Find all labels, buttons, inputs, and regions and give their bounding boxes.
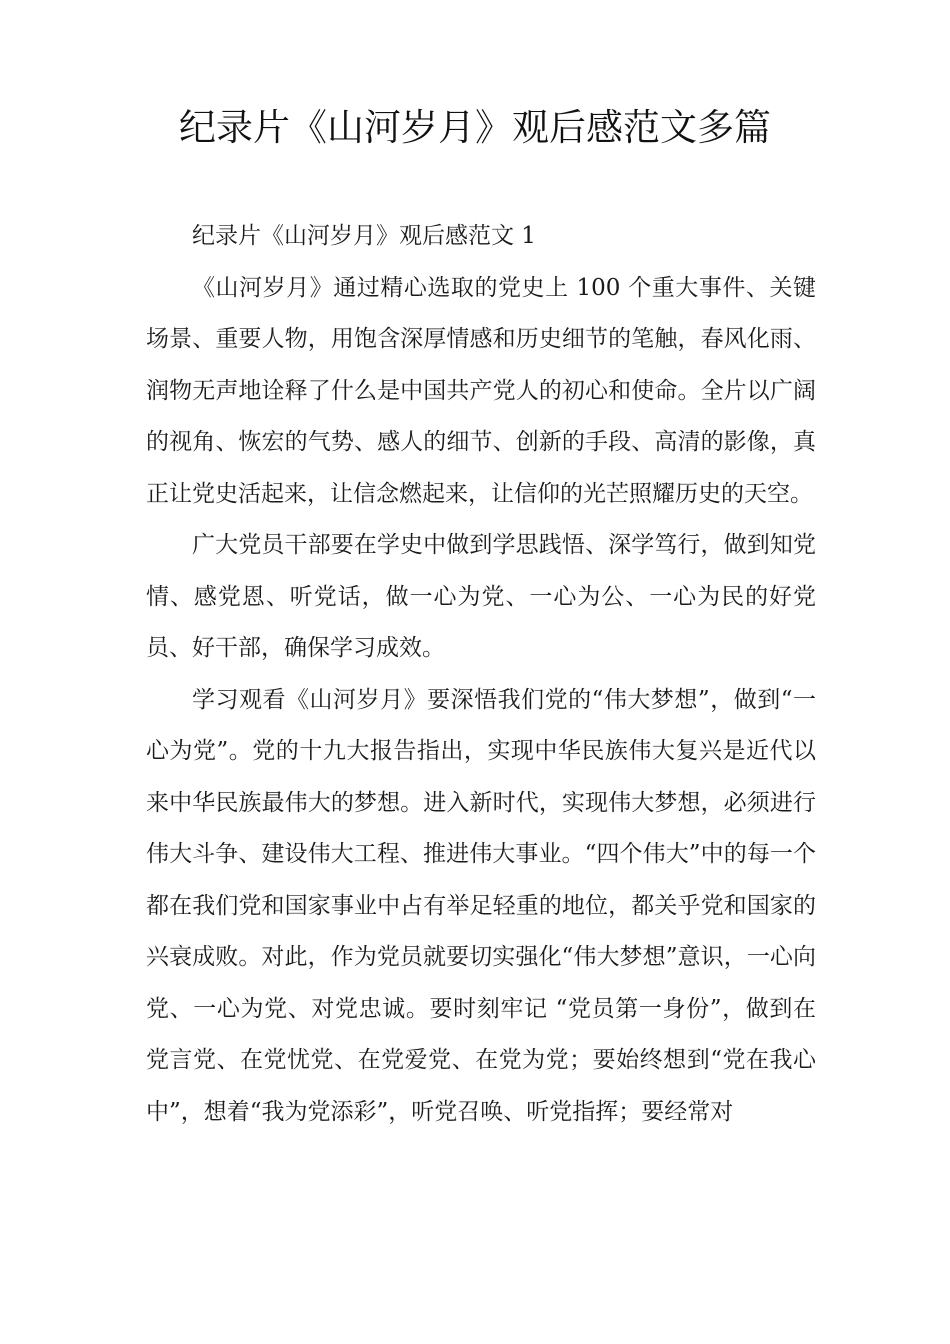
document-title: 纪录片《山河岁月》观后感范文多篇 xyxy=(179,106,771,149)
paragraph-1: 《山河岁月》通过精心选取的党史上 100 个重大事件、关键场景、重要人物，用饱含深厚情感和历史细节的笔触，春风化雨、润物无声地诠释了什么是中国共产党人的初心和使命。全片以广阔的视角、恢宏的气势、感人的细节、创新的手段、高清的影像，真正让党史活起来，让信念燃起来，让信仰的光芒照耀历史的天空。 xyxy=(146,274,816,507)
paragraph-2: 广大党员干部要在学史中做到学思践悟、深学笃行，做到知党情、感党恩、听党话，做一心为党、一心为公、一心为民的好党员、好干部，确保学习成效。 xyxy=(146,532,816,661)
section-heading: 纪录片《山河岁月》观后感范文 1 xyxy=(192,223,536,249)
document-body xyxy=(146,211,816,1138)
paragraph-3: 学习观看《山河岁月》要深悟我们党的“伟大梦想”，做到“一心为党”。党的十九大报告指出，实现中华民族伟大复兴是近代以来中华民族最伟大的梦想。进入新时代，实现伟大梦想，必须进行伟大斗争、建设伟大工程、推进伟大事业。“四个伟大”中的每一个都在我们党和国家事业中占有举足轻重的地位，都关乎党和国家的兴衰成败。对此，作为党员就要切实强化“伟大梦想”意识，一心向党、一心为党、对党忠诚。要时刻牢记 “党员第一身份”，做到在党言党、在党忧党、在党爱党、在党为党；要始终想到“党在我心中”，想着“我为党添彩”，听党召唤、听党指挥；要经常对 xyxy=(146,686,816,1125)
